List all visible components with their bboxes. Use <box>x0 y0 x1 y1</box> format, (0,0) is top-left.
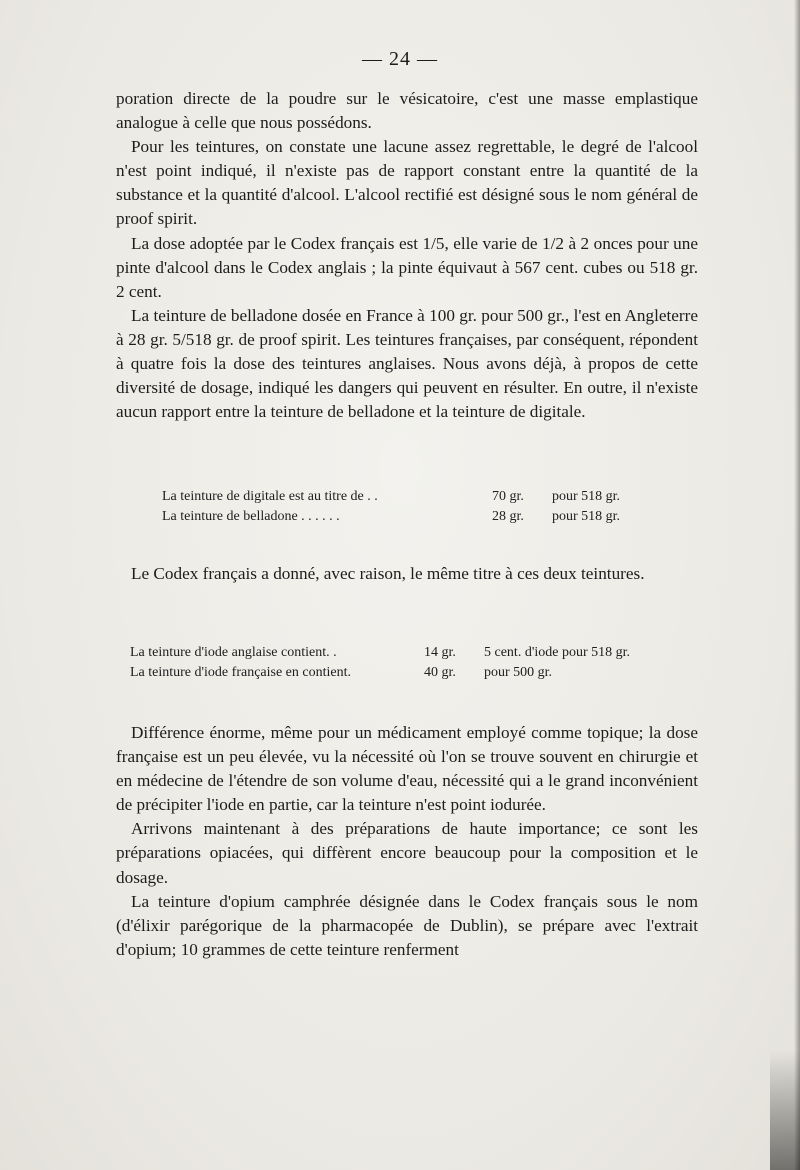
table-cell-label: La teinture d'iode française en contient. <box>130 665 351 680</box>
dosage-table-belladone-digitale <box>162 487 642 527</box>
paragraph: Différence énorme, même pour un médicament employé comme topique; la dose française est un peu élevée, vu la nécessité où l'on se trouve souvent en chirurgie et en médecine de l'étendre de son volume d'eau, nécessité qui a le grand inconvénient de précipiter l'iode en partie, car la teinture n'est point iodurée. <box>116 723 698 815</box>
paragraph: Arrivons maintenant à des préparations de haute importance; ce sont les préparations opiacées, qui diffèrent encore beaucoup pour la composition et le dosage. <box>116 819 698 887</box>
table-cell-label: La teinture de digitale est au titre de . . <box>162 489 378 504</box>
text-block-bottom <box>116 721 698 962</box>
text-block-top <box>116 87 698 424</box>
table-cell-quantity: 14 gr. <box>424 645 456 660</box>
table-cell-reference: 5 cent. d'iode pour 518 gr. <box>484 645 630 660</box>
page-number: — 24 — <box>362 48 438 70</box>
paragraph: La dose adoptée par le Codex français est 1/5, elle varie de 1/2 à 2 onces pour une pinte d'alcool dans le Codex anglais ; la pinte équivaut à 567 cent. cubes ou 518 gr. 2 cent. <box>116 233 698 301</box>
table-row <box>162 487 642 507</box>
table-row <box>162 507 642 527</box>
paragraph: La teinture d'opium camphrée désignée dans le Codex français sous le nom (d'élixir parégorique de la pharmacopée de Dublin), se prépare avec l'extrait d'opium; 10 grammes de cette teinture renferment <box>116 891 698 959</box>
dosage-table-iode <box>130 643 630 683</box>
paragraph: La teinture de belladone dosée en France à 100 gr. pour 500 gr., l'est en Angleterre à 28 gr. 5/518 gr. de proof spirit. Les teintures françaises, par conséquent, répondent à quatre fois la dose des teintures anglaises. Nous avons déjà, à propos de cette diversité de dosage, indiqué les dangers qui peuvent en résulter. En outre, il n'existe aucun rapport entre la teinture de belladone et la teinture de digitale. <box>116 305 698 422</box>
table-row <box>130 663 630 683</box>
table-cell-quantity: 28 gr. <box>492 509 524 524</box>
table-cell-quantity: 40 gr. <box>424 665 456 680</box>
page-corner-shadow <box>770 1050 800 1170</box>
table-cell-reference: pour 518 gr. <box>552 509 621 524</box>
paragraph: Pour les teintures, on constate une lacune assez regrettable, le degré de l'alcool n'est point indiqué, il n'existe pas de rapport constant entre la quantité de la substance et la quantité d'alcool. L'alcool rectifié est désigné sous le nom général de proof spirit. <box>116 137 698 229</box>
table-row <box>130 643 630 663</box>
table-cell-label: La teinture de belladone . . . . . . <box>162 509 340 524</box>
paragraph: poration directe de la poudre sur le vésicatoire, c'est une masse emplastique analogue à celle que nous possédons. <box>116 89 698 133</box>
text-block-middle <box>116 562 698 586</box>
table-cell-label: La teinture d'iode anglaise contient. . <box>130 645 337 660</box>
page-edge-shadow <box>794 0 800 1170</box>
paragraph: Le Codex français a donné, avec raison, le même titre à ces deux teintures. <box>131 564 645 583</box>
table-cell-quantity: 70 gr. <box>492 489 524 504</box>
table-cell-reference: pour 518 gr. <box>552 489 621 504</box>
table-cell-reference: pour 500 gr. <box>484 665 553 680</box>
